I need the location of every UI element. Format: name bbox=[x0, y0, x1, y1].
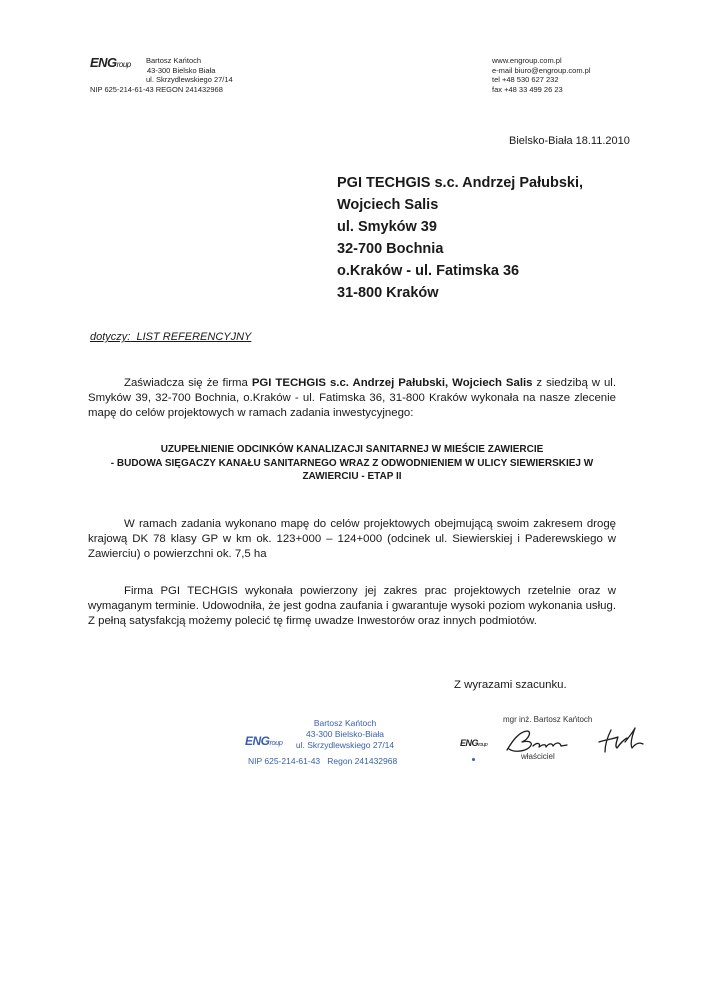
letterhead-street: ul. Skrzydlewskiego 27/14 bbox=[146, 75, 233, 84]
subject-prefix: dotyczy: bbox=[90, 331, 131, 343]
recipient-line: o.Kraków - ul. Fatimska 36 bbox=[337, 263, 520, 279]
letterhead-name: Bartosz Kańtoch bbox=[146, 56, 202, 65]
letterhead-web: www.engroup.com.pl bbox=[492, 56, 562, 65]
stamp-street: ul. Skrzydlewskiego 27/14 bbox=[295, 740, 395, 750]
task-line: ZAWIERCIU - ETAP II bbox=[302, 471, 402, 482]
stamp-name: Bartosz Kańtoch bbox=[313, 718, 377, 728]
letterhead-fax: fax +48 33 499 26 23 bbox=[492, 84, 563, 94]
paragraph-1 bbox=[88, 376, 616, 422]
letterhead-logo bbox=[90, 55, 131, 70]
letterhead-tel: tel +48 530 627 232 bbox=[492, 75, 559, 84]
handwritten-signature bbox=[499, 722, 649, 758]
task-line: UZUPEŁNIENIE ODCINKÓW KANALIZACJI SANITARNEJ W MIEŚCIE ZAWIERCIE bbox=[160, 444, 544, 455]
closing: Z wyrazami szacunku. bbox=[454, 679, 567, 691]
recipient-line: 32-700 Bochnia bbox=[337, 241, 444, 257]
letter-date: Bielsko-Biała 18.11.2010 bbox=[509, 135, 630, 147]
task-title bbox=[88, 443, 616, 484]
signature-title: mgr inż. Bartosz Kańtoch bbox=[503, 715, 593, 724]
stamp-logo bbox=[245, 734, 282, 748]
subject-text: LIST REFERENCYJNY bbox=[136, 331, 252, 343]
letterhead-ids: NIP 625-214-61-43 REGON 241432968 bbox=[90, 85, 223, 94]
recipient-line: Wojciech Salis bbox=[337, 197, 439, 213]
letterhead-email: e-mail biuro@engroup.com.pl bbox=[492, 65, 591, 75]
para1-start: Zaświadcza się że firma bbox=[124, 377, 252, 389]
signature-role: właściciel bbox=[521, 752, 555, 761]
signature-stamp bbox=[455, 712, 655, 772]
recipient-line: ul. Smyków 39 bbox=[337, 219, 437, 235]
paragraph-3: Firma PGI TECHGIS wykonała powierzony jej zakres prac projektowych rzetelnie oraz w wymaganym terminie. Udowodniła, że jest godna zaufania i gwarantuje wysoki poziom wykonania usług. Z pełną satysfakcją możemy polecić tę firmę uwadze Inwestorów oraz innych podmiotów. bbox=[88, 585, 616, 628]
stamp-logo-sub: roup bbox=[269, 738, 283, 747]
company-stamp bbox=[240, 718, 410, 778]
stamp-address bbox=[290, 718, 400, 751]
para1-company: PGI TECHGIS s.c. Andrzej Pałubski, Wojciech Salis bbox=[251, 377, 533, 389]
logo-main: ENG bbox=[90, 55, 117, 70]
stamp-regon: Regon 241432968 bbox=[327, 756, 398, 766]
subject-line bbox=[90, 331, 251, 343]
task-line: - BUDOWA SIĘGACZY KANAŁU SANITARNEGO WRAZ Z ODWODNIENIEM W ULICY SIEWIERSKIEJ W bbox=[110, 457, 594, 469]
logo-sub: roup bbox=[116, 60, 131, 69]
recipient-line: 31-800 Kraków bbox=[337, 285, 439, 301]
recipient-block bbox=[337, 172, 583, 304]
stamp-logo-main: ENG bbox=[245, 734, 270, 748]
signature-logo-main: ENG bbox=[460, 738, 479, 748]
stamp-nip: NIP 625-214-61-43 bbox=[248, 756, 321, 766]
letterhead-city: 43-300 Bielsko Biała bbox=[147, 65, 216, 75]
stamp-city: 43-300 Bielsko-Biała bbox=[306, 729, 384, 739]
stamp-dot bbox=[472, 758, 475, 761]
signature-logo-sub: roup bbox=[478, 742, 488, 748]
letterhead-contact bbox=[492, 56, 591, 94]
paragraph-2: W ramach zadania wykonano mapę do celów projektowych obejmującą swoim zakresem drogę krajową DK 78 klasy GP w km ok. 123+000 – 124+000 (odcinek ul. Siewierskiej i Paderewskiego w Zawierciu) o powierzchni ok. 7,5 ha bbox=[88, 518, 616, 561]
recipient-line: PGI TECHGIS s.c. Andrzej Pałubski, bbox=[337, 175, 584, 191]
para1-rest: z siedzibą w ul. Smyków 39, 32-700 Bochnia, o.Kraków - ul. Fatimska 36, 31-800 Kraków wykonała na nasze zlecenie mapę do celów projektowych w ramach zadania inwestycyjnego: bbox=[88, 377, 616, 420]
signature-logo bbox=[460, 738, 487, 748]
letterhead-address bbox=[146, 56, 233, 85]
stamp-ids bbox=[248, 756, 397, 767]
